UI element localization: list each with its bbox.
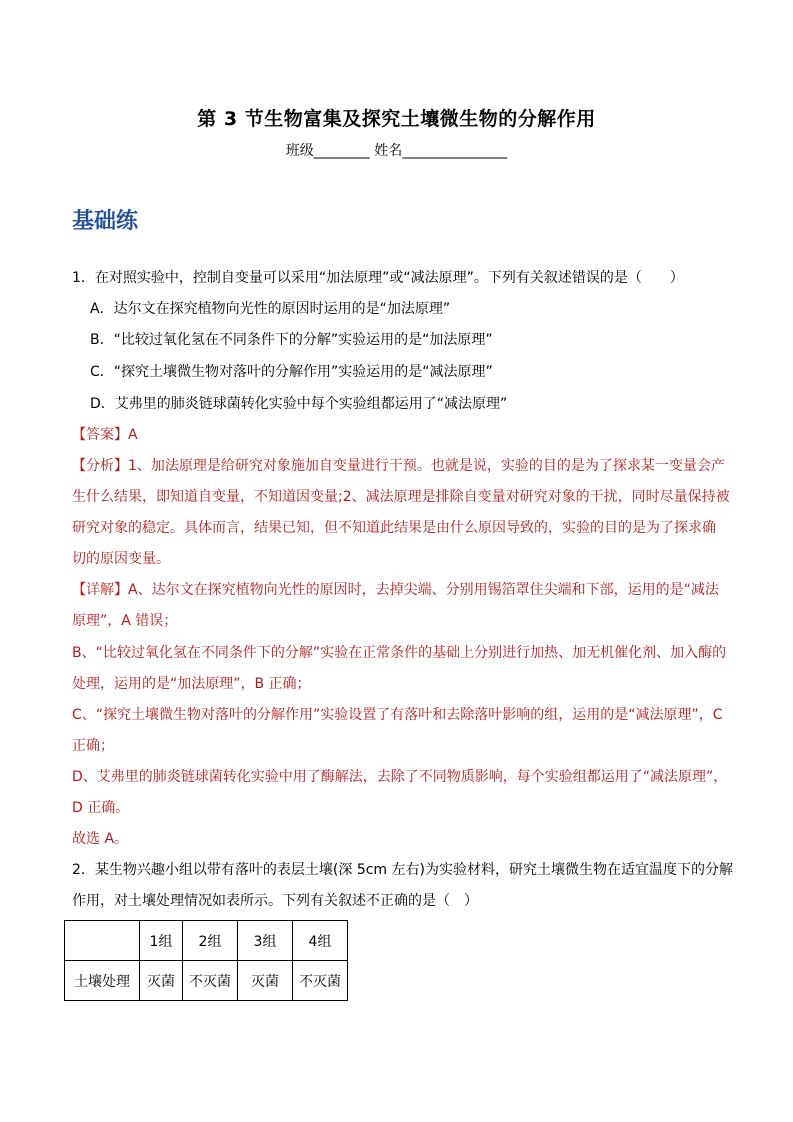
question-2-stem-line-2: 作用，对土壤处理情况如表所示。下列有关叙述不正确的是（ ） (72, 893, 478, 909)
class-name-line: 班级________ 姓名_______________ (285, 143, 508, 159)
conclusion-line: 故选 A。 (72, 831, 129, 847)
detail-line-4: 处理，运用的是“加法原理”，B 正确； (72, 676, 311, 692)
answer-line: 【答案】A (72, 427, 138, 443)
table-header-group-3: 3组 (238, 921, 293, 961)
table-header-group-4: 4组 (293, 921, 348, 961)
table-row (65, 961, 348, 1001)
detail-line-7: D、艾弗里的肺炎链球菌转化实验中用了酶解法，去除了不同物质影响，每个实验组都运用了“减法原理”， (72, 769, 728, 785)
analysis-line-2: 生什么结果，即知道自变量，不知道因变量;2、减法原理是排除自变量对研究对象的干扰，同时尽量保持被 (72, 489, 730, 505)
table-header-group-1: 1组 (140, 921, 183, 961)
table-cell-group-3: 灭菌 (238, 961, 293, 1001)
detail-line-8: D 正确。 (72, 800, 130, 816)
detail-line-2: 原理”，A 错误； (72, 613, 178, 629)
question-1-stem: 1．在对照实验中，控制自变量可以采用“加法原理”或“减法原理”。下列有关叙述错误的是（ ） (72, 270, 684, 286)
question-1-option-a: A．达尔文在探究植物向光性的原因时运用的是“加法原理” (90, 301, 451, 317)
detail-line-1: 【详解】A、达尔文在探究植物向光性的原因时，去掉尖端、分别用锡箔罩住尖端和下部，运用的是“减法 (72, 582, 719, 598)
table-header-group-2: 2组 (183, 921, 238, 961)
question-1-option-c: C．“探究土壤微生物对落叶的分解作用”实验运用的是“减法原理” (90, 364, 493, 380)
table-row-label: 土壤处理 (65, 961, 140, 1001)
question-2-stem-line-1: 2．某生物兴趣小组以带有落叶的表层土壤(深 5cm 左右)为实验材料，研究土壤微生物在适宜温度下的分解 (72, 862, 733, 878)
question-1-option-b: B．“比较过氧化氢在不同条件下的分解”实验运用的是“加法原理” (90, 332, 493, 348)
analysis-line-4: 切的原因变量。 (72, 551, 170, 567)
table-cell-group-1: 灭菌 (140, 961, 183, 1001)
question-1-option-d: D．艾弗里的肺炎链球菌转化实验中每个实验组都运用了“减法原理” (90, 396, 508, 412)
analysis-line-3: 研究对象的稳定。具体而言，结果已知，但不知道此结果是由什么原因导致的，实验的目的是为了探求确 (72, 520, 716, 536)
document-title: 第 3 节生物富集及探究土壤微生物的分解作用 (197, 108, 596, 130)
detail-line-3: B、“比较过氧化氢在不同条件下的分解”实验在正常条件的基础上分别进行加热、加无机催化剂、加入酶的 (72, 645, 727, 661)
detail-line-6: 正确； (72, 738, 114, 754)
table-header-row (65, 921, 348, 961)
analysis-line-1: 【分析】1、加法原理是给研究对象施加自变量进行干预。也就是说，实验的目的是为了探求某一变量会产 (72, 458, 725, 474)
table-cell-group-4: 不灭菌 (293, 961, 348, 1001)
table-cell-group-2: 不灭菌 (183, 961, 238, 1001)
section-heading: 基础练 (72, 209, 139, 234)
soil-treatment-table (64, 920, 348, 1001)
detail-line-5: C、“探究土壤微生物对落叶的分解作用”实验设置了有落叶和去除落叶影响的组，运用的是“减法原理”，C (72, 707, 723, 723)
table-header-empty (65, 921, 140, 961)
